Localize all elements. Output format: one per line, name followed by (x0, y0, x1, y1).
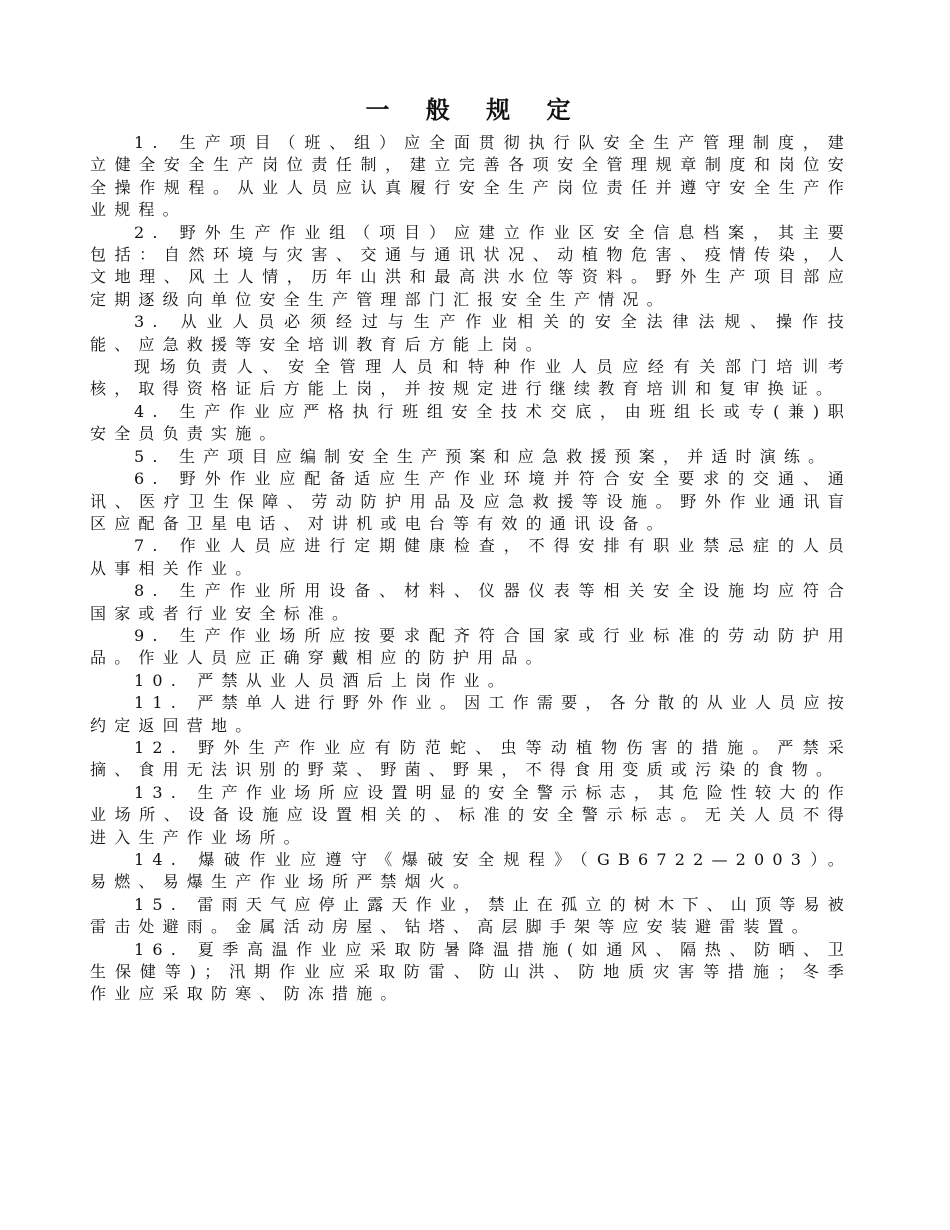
paragraph-10: 10. 严禁从业人员酒后上岗作业。 (134, 670, 512, 690)
paragraph-14: 14. 爆破作业应遵守《爆破安全规程》（GB6722—2003）。易燃、易爆生产作业场所严禁烟火。 (90, 850, 852, 892)
document-body (90, 132, 852, 1006)
paragraph-3-continued: 现场负责人、安全管理人员和特种作业人员应经有关部门培训考核，取得资格证后方能上岗，并按规定进行继续教育培训和复审换证。 (90, 357, 852, 399)
page-title: 一 般 规 定 (365, 95, 585, 124)
paragraph-8: 8. 生产作业所用设备、材料、仪器仪表等相关安全设施均应符合国家或者行业安全标准。 (90, 581, 852, 623)
paragraph-2: 2. 野外生产作业组（项目）应建立作业区安全信息档案，其主要包括：自然环境与灾害、交通与通讯状况、动植物危害、疫情传染，人文地理、风土人情，历年山洪和最高洪水位等资料。野外生产项目部应定期逐级向单位安全生产管理部门汇报安全生产情况。 (90, 222, 852, 309)
paragraph-15: 15. 雷雨天气应停止露天作业，禁止在孤立的树木下、山顶等易被雷击处避雨。金属活动房屋、钻塔、高层脚手架等应安装避雷装置。 (90, 894, 852, 937)
paragraph-6: 6. 野外作业应配备适应生产作业环境并符合安全要求的交通、通讯、医疗卫生保障、劳动防护用品及应急救援等设施。野外作业通讯盲区应配备卫星电话、对讲机或电台等有效的通讯设备。 (90, 469, 852, 533)
paragraph-11: 11. 严禁单人进行野外作业。因工作需要，各分散的从业人员应按约定返回营地。 (90, 693, 852, 735)
paragraph-1: 1. 生产项目（班、组）应全面贯彻执行队安全生产管理制度，建立健全安全生产岗位责任制，建立完善各项安全管理规章制度和岗位安全操作规程。从业人员应认真履行安全生产岗位责任并遵守安全生产作业规程。 (90, 133, 852, 220)
paragraph-7: 7. 作业人员应进行定期健康检查，不得安排有职业禁忌症的人员从事相关作业。 (90, 536, 852, 578)
paragraph-3: 3. 从业人员必须经过与生产作业相关的安全法律法规、操作技能、应急救援等安全培训教育后方能上岗。 (90, 312, 852, 354)
paragraph-13: 13. 生产作业场所应设置明显的安全警示标志，其危险性较大的作业场所、设备设施应设置相关的、标准的安全警示标志。无关人员不得进入生产作业场所。 (90, 782, 852, 847)
paragraph-5: 5. 生产项目应编制安全生产预案和应急救援预案，并适时演练。 (134, 446, 833, 466)
paragraph-9: 9. 生产作业场所应按要求配齐符合国家或行业标准的劳动防护用品。作业人员应正确穿戴相应的防护用品。 (90, 625, 852, 668)
paragraph-4: 4. 生产作业应严格执行班组安全技术交底，由班组长或专(兼)职安全员负责实施。 (90, 401, 852, 444)
paragraph-16: 16. 夏季高温作业应采取防暑降温措施(如通风、隔热、防晒、卫生保健等)；汛期作业应采取防雷、防山洪、防地质灾害等措施；冬季作业应采取防寒、防冻措施。 (90, 939, 852, 1004)
paragraph-12: 12. 野外生产作业应有防范蛇、虫等动植物伤害的措施。严禁采摘、食用无法识别的野菜、野菌、野果，不得食用变质或污染的食物。 (90, 737, 852, 780)
